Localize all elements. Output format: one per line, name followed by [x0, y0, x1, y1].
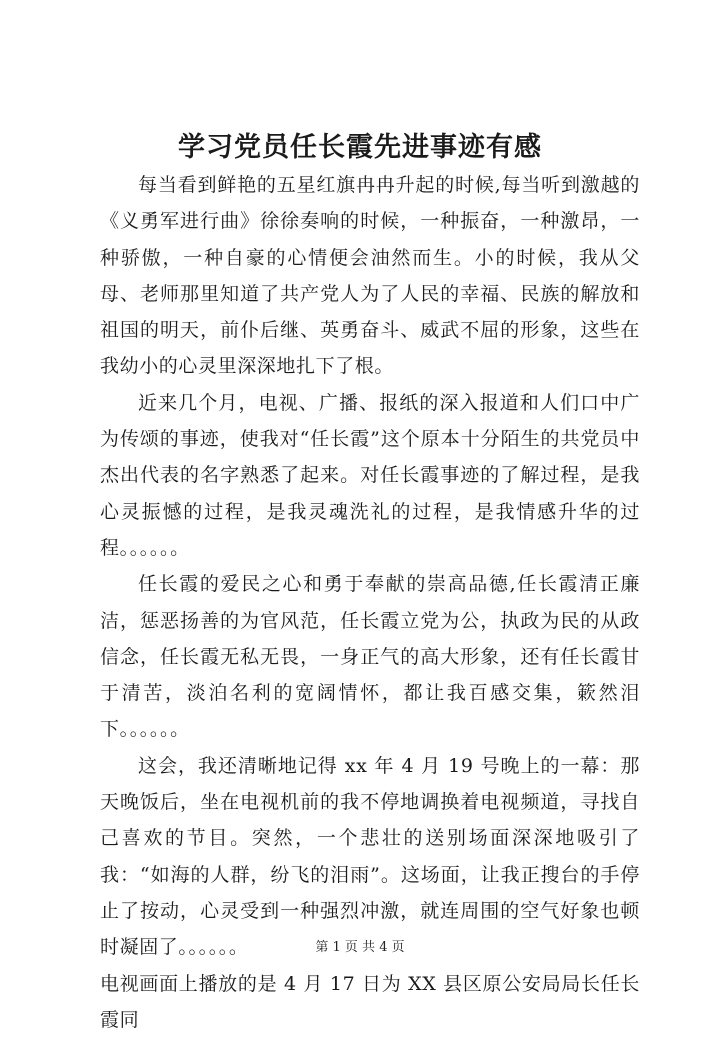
paragraph-3: 任长霞的爱民之心和勇于奉献的崇高品德,任长霞清正廉洁，惩恶扬善的为官风范，任长霞立党为公，执政为民的从政信念，任长霞无私无畏，一身正气的高大形象，还有任长霞甘于清苦，淡泊名利的宽阔情怀，都让我百感交集，簌然泪下。。。。。。	[100, 573, 640, 741]
page-footer: 第 1 页 共 4 页	[315, 940, 405, 955]
document-body	[100, 167, 640, 1038]
paragraph-4: 这会，我还清晰地记得 xx 年 4 月 19 号晚上的一幕：那天晚饭后，坐在电视机前的我不停地调换着电视频道，寻找自己喜欢的节目。突然，一个悲壮的送别场面深深地吸引了我：“如海的人群，纷飞的泪雨”。这场面，让我正搜台的手停止了按动，心灵受到一种强烈冲激，就连周围的空气好象也顿时凝固了。。。。。。	[100, 754, 640, 959]
document-title: 学习党员任长霞先进事迹有感	[178, 132, 542, 163]
paragraph-2: 近来几个月，电视、广播、报纸的深入报道和人们口中广为传颂的事迹，使我对“任长霞”这个原本十分陌生的共党员中杰出代表的名字熟悉了起来。对任长霞事迹的了解过程，是我心灵振憾的过程，是我灵魂洗礼的过程，是我情感升华的过程。。。。。。	[100, 391, 640, 559]
paragraph-1: 每当看到鲜艳的五星红旗冉冉升起的时候,每当听到激越的《义勇军进行曲》徐徐奏响的时候，一种振奋，一种激昂，一种骄傲，一种自豪的心情便会油然而生。小的时候，我从父母、老师那里知道了共产党人为了人民的幸福、民族的解放和祖国的明天，前仆后继、英勇奋斗、威武不屈的形象，这些在我幼小的心灵里深深地扎下了根。	[100, 174, 640, 378]
paragraph-5: 电视画面上播放的是 4 月 17 日为 XX 县区原公安局局长任长霞同	[100, 972, 640, 1031]
